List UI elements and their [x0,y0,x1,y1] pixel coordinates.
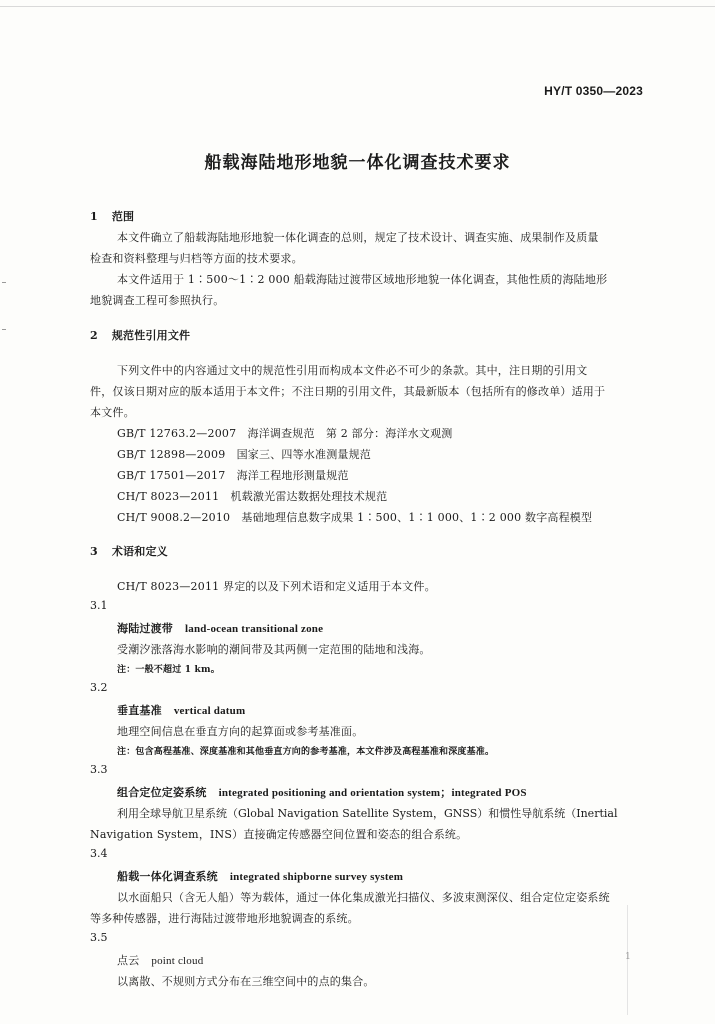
margin-mark [2,282,6,283]
top-rule [0,6,715,7]
section-1-heading [90,208,134,224]
paragraph-line: 地貌调查工程可参照执行。 [90,294,225,307]
section-2-heading [90,327,190,343]
term-chinese: 海陆过渡带 [117,622,173,635]
section-title: 术语和定义 [111,545,168,558]
term-definition: Navigation System，INS）直接确定传感器空间位置和姿态的组合系统。 [90,828,468,841]
term-definition: 以水面船只（含无人船）等为载体，通过一体化集成激光扫描仪、多波束测深仪、组合定位定姿系统 [117,891,610,904]
section-3-heading [90,543,168,559]
document-code: HY/T 0350—2023 [544,84,643,98]
section-number: 2 [90,329,98,342]
term-number: 3.2 [90,681,108,694]
section-title: 范围 [111,210,135,223]
term-definition: 等多种传感器，进行海陆过渡带地形地貌调查的系统。 [90,912,359,925]
document-title: 船载海陆地形地貌一体化调查技术要求 [204,153,511,173]
term-heading [117,952,203,968]
reference-item: CH/T 9008.2—2010 基础地理信息数字成果 1∶500、1∶1 000、1∶2 000 数字高程模型 [117,511,593,524]
term-english: land-ocean transitional zone [185,623,324,635]
term-note: 注：一般不超过 1 km。 [117,665,220,675]
page-number: 1 [625,952,631,962]
section-title: 规范性引用文件 [111,329,191,342]
term-definition: 受潮汐涨落海水影响的潮间带及其两侧一定范围的陆地和浅海。 [117,643,431,656]
paragraph-line: 检查和资料整理与归档等方面的技术要求。 [90,252,303,265]
section-number: 3 [90,545,98,558]
term-note: 注：包含高程基准、深度基准和其他垂直方向的参考基准，本文件涉及高程基准和深度基准。 [117,747,495,757]
reference-item: GB/T 12763.2—2007 海洋调查规范 第 2 部分：海洋水文观测 [117,427,453,440]
term-definition: 以离散、不规则方式分布在三维空间中的点的集合。 [117,975,375,988]
term-definition: 利用全球导航卫星系统（Global Navigation Satellite System，GNSS）和惯性导航系统（Inertial [117,807,618,820]
reference-item: GB/T 12898—2009 国家三、四等水准测量规范 [117,448,371,461]
term-chinese: 船载一体化调查系统 [117,870,218,883]
term-heading [117,702,245,718]
reference-item: GB/T 17501—2017 海洋工程地形测量规范 [117,469,349,482]
paragraph-line: 下列文件中的内容通过文中的规范性引用而构成本文件必不可少的条款。其中，注日期的引用文 [117,364,588,377]
term-heading [117,784,527,800]
term-definition: 地理空间信息在垂直方向的起算面或参考基准面。 [117,725,364,738]
term-number: 3.4 [90,847,108,860]
term-number: 3.5 [90,931,108,944]
term-english: integrated positioning and orientation system；integrated POS [218,787,527,799]
term-chinese: 垂直基准 [117,704,162,717]
term-english: vertical datum [173,705,246,717]
term-chinese: 点云 [117,954,140,967]
paragraph-line: 本文件确立了船载海陆地形地貌一体化调查的总则，规定了技术设计、调查实施、成果制作及质量 [117,231,599,244]
margin-mark [2,329,6,330]
term-number: 3.1 [90,599,108,612]
paragraph-line: 本文件适用于 1∶500～1∶2 000 船载海陆过渡带区域地形地貌一体化调查，其他性质的海陆地形 [117,273,608,286]
section-number: 1 [90,210,98,223]
term-english: point cloud [151,955,204,967]
paragraph-line: 件，仅该日期对应的版本适用于本文件；不注日期的引用文件，其最新版本（包括所有的修改单）适用于 [90,385,606,398]
reference-item: CH/T 8023—2011 机载激光雷达数据处理技术规范 [117,490,388,503]
term-chinese: 组合定位定姿系统 [117,786,207,799]
term-heading [117,868,403,884]
term-heading [117,620,323,636]
term-number: 3.3 [90,763,108,776]
paragraph-line: CH/T 8023—2011 界定的以及下列术语和定义适用于本文件。 [117,580,436,593]
paragraph-line: 本文件。 [90,406,135,419]
term-english: integrated shipborne survey system [229,871,404,883]
